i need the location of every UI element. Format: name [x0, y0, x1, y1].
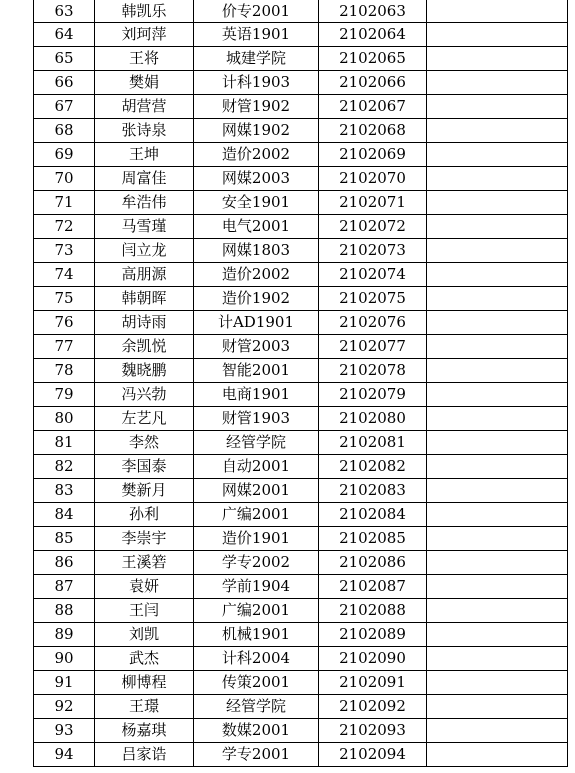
- class-name-cell: 机械1901: [194, 623, 319, 647]
- row-number-cell: 71: [34, 191, 95, 215]
- row-number-cell: 79: [34, 383, 95, 407]
- table-row: [34, 23, 568, 47]
- student-id-cell: 2102073: [319, 239, 427, 263]
- class-name-cell: 智能2001: [194, 359, 319, 383]
- row-number-cell: 65: [34, 47, 95, 71]
- empty-cell: [427, 719, 568, 743]
- student-name-cell: 王闫: [95, 599, 194, 623]
- row-number-cell: 72: [34, 215, 95, 239]
- row-number-cell: 94: [34, 743, 95, 767]
- row-number-cell: 64: [34, 23, 95, 47]
- table-row: [34, 239, 568, 263]
- empty-cell: [427, 479, 568, 503]
- student-id-cell: 2102072: [319, 215, 427, 239]
- class-name-cell: 安全1901: [194, 191, 319, 215]
- student-name-cell: 袁妍: [95, 575, 194, 599]
- empty-cell: [427, 551, 568, 575]
- row-number-cell: 85: [34, 527, 95, 551]
- student-id-cell: 2102066: [319, 71, 427, 95]
- student-id-cell: 2102078: [319, 359, 427, 383]
- row-number-cell: 68: [34, 119, 95, 143]
- empty-cell: [427, 0, 568, 23]
- empty-cell: [427, 575, 568, 599]
- class-name-cell: 学前1904: [194, 575, 319, 599]
- student-table: [33, 0, 568, 767]
- class-name-cell: 广编2001: [194, 599, 319, 623]
- table-row: [34, 695, 568, 719]
- empty-cell: [427, 431, 568, 455]
- student-name-cell: 周富佳: [95, 167, 194, 191]
- student-name-cell: 吕家诰: [95, 743, 194, 767]
- class-name-cell: 城建学院: [194, 47, 319, 71]
- student-name-cell: 高朋源: [95, 263, 194, 287]
- student-id-cell: 2102092: [319, 695, 427, 719]
- class-name-cell: 财管1903: [194, 407, 319, 431]
- class-name-cell: 经管学院: [194, 431, 319, 455]
- empty-cell: [427, 335, 568, 359]
- student-id-cell: 2102069: [319, 143, 427, 167]
- student-name-cell: 刘凯: [95, 623, 194, 647]
- student-id-cell: 2102085: [319, 527, 427, 551]
- empty-cell: [427, 599, 568, 623]
- class-name-cell: 价专2001: [194, 0, 319, 23]
- row-number-cell: 66: [34, 71, 95, 95]
- student-name-cell: 李崇宇: [95, 527, 194, 551]
- empty-cell: [427, 623, 568, 647]
- row-number-cell: 80: [34, 407, 95, 431]
- class-name-cell: 网媒1902: [194, 119, 319, 143]
- table-row: [34, 335, 568, 359]
- table-row: [34, 671, 568, 695]
- table-row: [34, 167, 568, 191]
- row-number-cell: 84: [34, 503, 95, 527]
- table-row: [34, 359, 568, 383]
- row-number-cell: 81: [34, 431, 95, 455]
- empty-cell: [427, 287, 568, 311]
- student-name-cell: 李国泰: [95, 455, 194, 479]
- empty-cell: [427, 359, 568, 383]
- empty-cell: [427, 167, 568, 191]
- class-name-cell: 造价2002: [194, 263, 319, 287]
- empty-cell: [427, 455, 568, 479]
- empty-cell: [427, 47, 568, 71]
- student-name-cell: 刘珂萍: [95, 23, 194, 47]
- table-row: [34, 503, 568, 527]
- student-table-body: [34, 0, 568, 767]
- row-number-cell: 70: [34, 167, 95, 191]
- empty-cell: [427, 215, 568, 239]
- student-id-cell: 2102068: [319, 119, 427, 143]
- table-row: [34, 599, 568, 623]
- empty-cell: [427, 239, 568, 263]
- row-number-cell: 89: [34, 623, 95, 647]
- student-list-sheet: [33, 0, 567, 767]
- table-row: [34, 407, 568, 431]
- row-number-cell: 88: [34, 599, 95, 623]
- row-number-cell: 76: [34, 311, 95, 335]
- empty-cell: [427, 143, 568, 167]
- table-row: [34, 143, 568, 167]
- student-id-cell: 2102064: [319, 23, 427, 47]
- table-row: [34, 431, 568, 455]
- student-name-cell: 李然: [95, 431, 194, 455]
- row-number-cell: 77: [34, 335, 95, 359]
- row-number-cell: 67: [34, 95, 95, 119]
- empty-cell: [427, 527, 568, 551]
- table-row: [34, 455, 568, 479]
- row-number-cell: 75: [34, 287, 95, 311]
- table-row: [34, 191, 568, 215]
- student-id-cell: 2102089: [319, 623, 427, 647]
- empty-cell: [427, 383, 568, 407]
- row-number-cell: 92: [34, 695, 95, 719]
- table-row: [34, 287, 568, 311]
- student-id-cell: 2102076: [319, 311, 427, 335]
- table-row: [34, 311, 568, 335]
- student-name-cell: 王溪箬: [95, 551, 194, 575]
- class-name-cell: 造价1901: [194, 527, 319, 551]
- student-name-cell: 余凯悦: [95, 335, 194, 359]
- student-id-cell: 2102090: [319, 647, 427, 671]
- class-name-cell: 学专2001: [194, 743, 319, 767]
- student-id-cell: 2102094: [319, 743, 427, 767]
- row-number-cell: 91: [34, 671, 95, 695]
- table-row: [34, 0, 568, 23]
- student-id-cell: 2102067: [319, 95, 427, 119]
- class-name-cell: 学专2002: [194, 551, 319, 575]
- student-name-cell: 胡营营: [95, 95, 194, 119]
- table-row: [34, 215, 568, 239]
- student-name-cell: 王将: [95, 47, 194, 71]
- student-name-cell: 胡诗雨: [95, 311, 194, 335]
- empty-cell: [427, 311, 568, 335]
- row-number-cell: 86: [34, 551, 95, 575]
- class-name-cell: 经管学院: [194, 695, 319, 719]
- class-name-cell: 电商1901: [194, 383, 319, 407]
- student-id-cell: 2102079: [319, 383, 427, 407]
- table-row: [34, 527, 568, 551]
- row-number-cell: 93: [34, 719, 95, 743]
- student-name-cell: 樊新月: [95, 479, 194, 503]
- student-name-cell: 韩凯乐: [95, 0, 194, 23]
- student-id-cell: 2102071: [319, 191, 427, 215]
- student-name-cell: 左艺凡: [95, 407, 194, 431]
- table-row: [34, 479, 568, 503]
- class-name-cell: 计AD1901: [194, 311, 319, 335]
- student-name-cell: 樊娟: [95, 71, 194, 95]
- student-id-cell: 2102063: [319, 0, 427, 23]
- student-name-cell: 张诗泉: [95, 119, 194, 143]
- class-name-cell: 传策2001: [194, 671, 319, 695]
- student-name-cell: 杨嘉琪: [95, 719, 194, 743]
- class-name-cell: 计科1903: [194, 71, 319, 95]
- student-id-cell: 2102081: [319, 431, 427, 455]
- class-name-cell: 计科2004: [194, 647, 319, 671]
- class-name-cell: 英语1901: [194, 23, 319, 47]
- empty-cell: [427, 71, 568, 95]
- row-number-cell: 87: [34, 575, 95, 599]
- student-name-cell: 牟浩伟: [95, 191, 194, 215]
- student-id-cell: 2102080: [319, 407, 427, 431]
- student-name-cell: 武杰: [95, 647, 194, 671]
- student-id-cell: 2102086: [319, 551, 427, 575]
- class-name-cell: 财管1902: [194, 95, 319, 119]
- class-name-cell: 数媒2001: [194, 719, 319, 743]
- student-name-cell: 马雪瑾: [95, 215, 194, 239]
- student-id-cell: 2102084: [319, 503, 427, 527]
- empty-cell: [427, 119, 568, 143]
- table-row: [34, 743, 568, 767]
- class-name-cell: 网媒1803: [194, 239, 319, 263]
- empty-cell: [427, 671, 568, 695]
- row-number-cell: 69: [34, 143, 95, 167]
- table-row: [34, 623, 568, 647]
- student-id-cell: 2102083: [319, 479, 427, 503]
- row-number-cell: 74: [34, 263, 95, 287]
- table-row: [34, 647, 568, 671]
- empty-cell: [427, 191, 568, 215]
- row-number-cell: 82: [34, 455, 95, 479]
- student-id-cell: 2102082: [319, 455, 427, 479]
- row-number-cell: 78: [34, 359, 95, 383]
- empty-cell: [427, 407, 568, 431]
- student-id-cell: 2102091: [319, 671, 427, 695]
- class-name-cell: 自动2001: [194, 455, 319, 479]
- student-name-cell: 孙利: [95, 503, 194, 527]
- empty-cell: [427, 695, 568, 719]
- class-name-cell: 造价2002: [194, 143, 319, 167]
- table-row: [34, 263, 568, 287]
- class-name-cell: 网媒2003: [194, 167, 319, 191]
- student-id-cell: 2102093: [319, 719, 427, 743]
- student-id-cell: 2102087: [319, 575, 427, 599]
- row-number-cell: 83: [34, 479, 95, 503]
- student-name-cell: 王璟: [95, 695, 194, 719]
- student-name-cell: 王坤: [95, 143, 194, 167]
- empty-cell: [427, 23, 568, 47]
- table-row: [34, 719, 568, 743]
- table-row: [34, 47, 568, 71]
- student-name-cell: 柳博程: [95, 671, 194, 695]
- student-id-cell: 2102077: [319, 335, 427, 359]
- class-name-cell: 造价1902: [194, 287, 319, 311]
- student-name-cell: 魏晓鹏: [95, 359, 194, 383]
- empty-cell: [427, 503, 568, 527]
- empty-cell: [427, 647, 568, 671]
- empty-cell: [427, 263, 568, 287]
- class-name-cell: 广编2001: [194, 503, 319, 527]
- row-number-cell: 90: [34, 647, 95, 671]
- student-name-cell: 韩朝晖: [95, 287, 194, 311]
- table-row: [34, 119, 568, 143]
- class-name-cell: 电气2001: [194, 215, 319, 239]
- student-name-cell: 冯兴勃: [95, 383, 194, 407]
- empty-cell: [427, 743, 568, 767]
- student-id-cell: 2102065: [319, 47, 427, 71]
- table-row: [34, 383, 568, 407]
- table-row: [34, 551, 568, 575]
- row-number-cell: 73: [34, 239, 95, 263]
- empty-cell: [427, 95, 568, 119]
- student-id-cell: 2102088: [319, 599, 427, 623]
- class-name-cell: 财管2003: [194, 335, 319, 359]
- student-id-cell: 2102075: [319, 287, 427, 311]
- student-name-cell: 闫立龙: [95, 239, 194, 263]
- row-number-cell: 63: [34, 0, 95, 23]
- table-row: [34, 575, 568, 599]
- table-row: [34, 95, 568, 119]
- student-id-cell: 2102070: [319, 167, 427, 191]
- class-name-cell: 网媒2001: [194, 479, 319, 503]
- table-row: [34, 71, 568, 95]
- student-id-cell: 2102074: [319, 263, 427, 287]
